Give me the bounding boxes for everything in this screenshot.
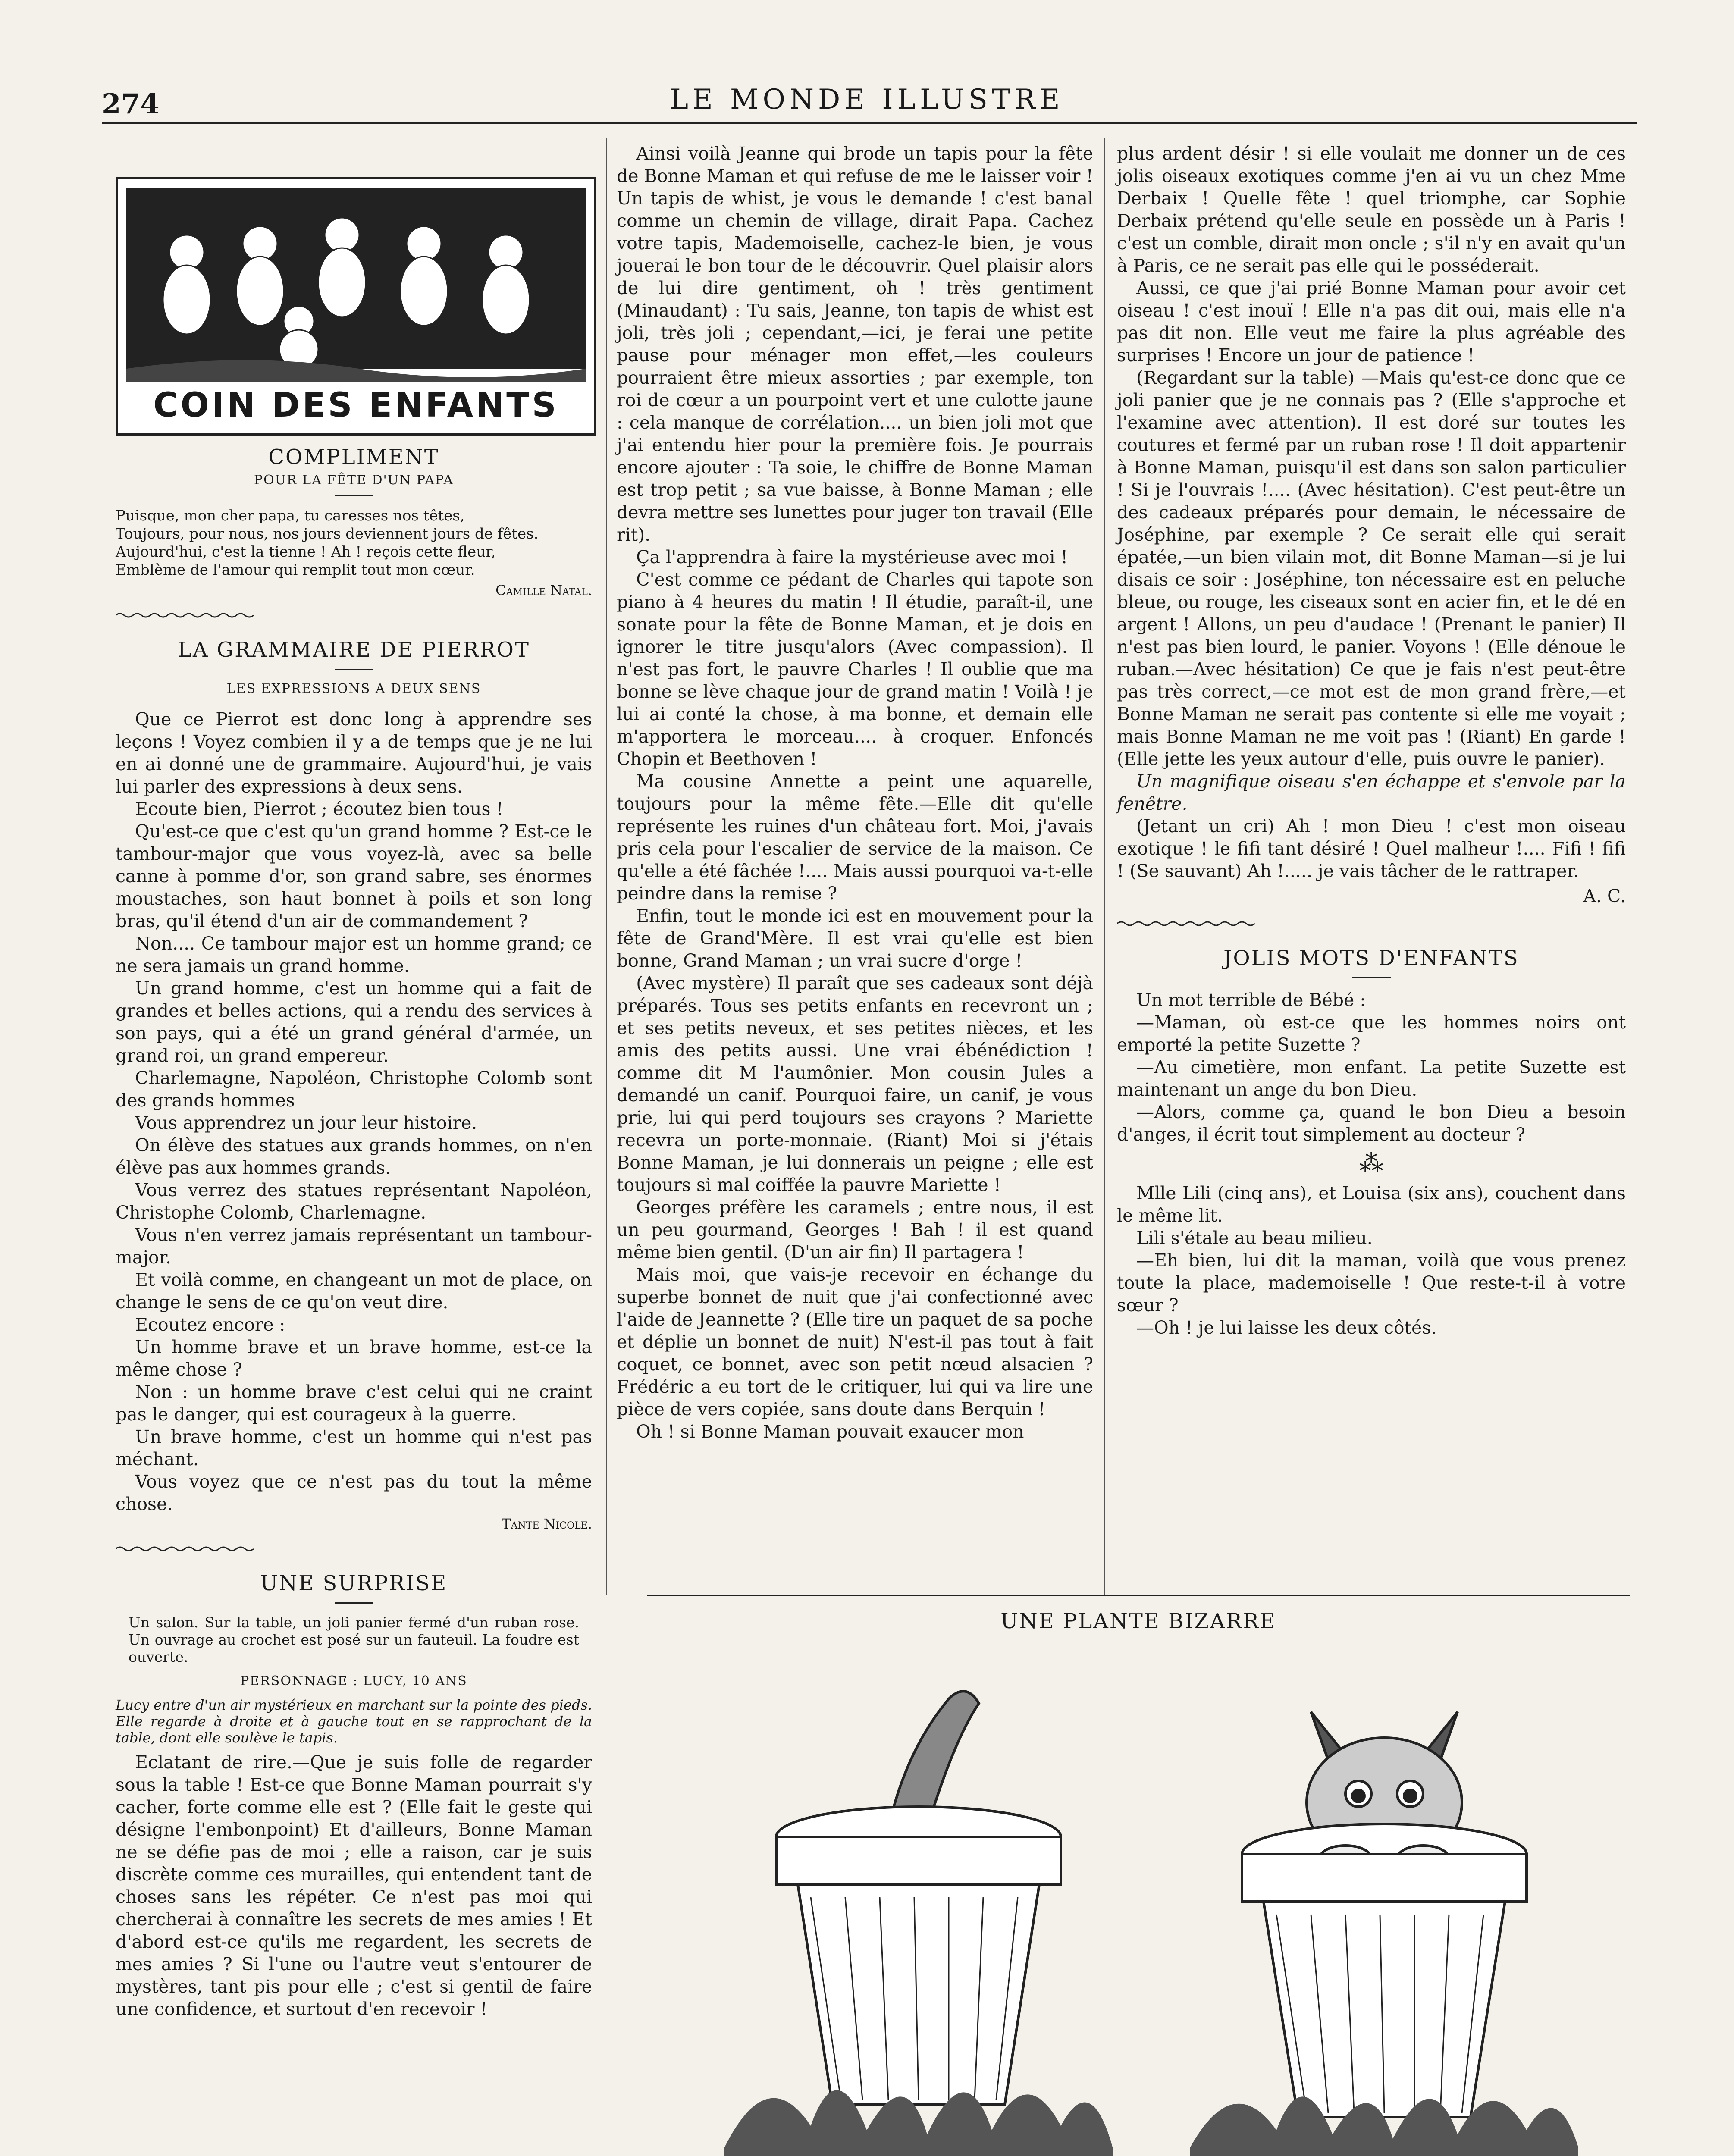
paragraph: —Alors, comme ça, quand le bon Dieu a besoin d'anges, il écrit tout simplement au docteur ?	[1117, 1102, 1626, 1145]
column-rule-1	[606, 138, 607, 1595]
pot-with-kitten-illustration	[1190, 1673, 1578, 2156]
paragraph: Non : un homme brave c'est celui qui ne craint pas le danger, qui est courageux à la guerre.	[116, 1382, 592, 1425]
surprise-stage-direction: Lucy entre d'un air mystérieux en marchant sur la pointe des pieds. Elle regarde à droite et à gauche tout en se rapprochant de la table, dont elle soulève le tapis.	[116, 1697, 592, 1746]
grammaire-title: LA GRAMMAIRE DE PIERROT	[177, 638, 530, 662]
paragraph: Un homme brave et un brave homme, est-ce la même chose ?	[116, 1337, 592, 1380]
grammaire-subtitle: LES EXPRESSIONS A DEUX SENS	[226, 681, 481, 696]
paragraph: Mlle Lili (cinq ans), et Louisa (six ans), couchent dans le même lit.	[1117, 1183, 1626, 1226]
paragraph: Aussi, ce que j'ai prié Bonne Maman pour avoir cet oiseau ! c'est inouï ! Elle n'a pas dit oui, mais elle n'a pas dit non. Elle veut me faire la plus agréable des surprises ! Encore un jour de patience !	[1117, 278, 1626, 366]
paragraph: Lili s'étale au beau milieu.	[1136, 1228, 1373, 1248]
journal-title: LE MONDE ILLUSTRE	[670, 84, 1064, 116]
paragraph: On élève des statues aux grands hommes, on n'en élève pas aux hommes grands.	[116, 1135, 592, 1178]
vignette-caption: COIN DES ENFANTS	[153, 386, 559, 425]
paragraph: Ma cousine Annette a peint une aquarelle, toujours pour la même fête.—Elle dit qu'elle représente les ruines d'un château fort. Moi, j'avais pris cela pour l'escalier de service de la maison. Ce qu'elle a été fâchée !.... Mais aussi pourquoi va-t-elle peindre dans la remise ?	[617, 771, 1093, 904]
poem-line: Aujourd'hui, c'est la tienne ! Ah ! reçois cette fleur,	[116, 543, 496, 561]
poem-line: Toujours, pour nous, nos jours deviennent jours de fêtes.	[116, 525, 539, 542]
ornament-divider	[116, 1545, 258, 1552]
section-rule	[335, 1602, 373, 1604]
paragraph: plus ardent désir ! si elle voulait me donner un de ces jolis oiseaux exotiques comme j'en ai vu un chez Mme Derbaix ! Quelle fête ! quel triomphe, car Sophie Derbaix prétend qu'elle seule en possède un à Paris ! c'est un comble, dirait mon oncle ; s'il n'y en avait qu'un à Paris, ce ne serait pas elle qui le posséderait.	[1117, 143, 1626, 276]
paragraph: Et voilà comme, en changeant un mot de place, on change le sens de ce qu'on veut dire.	[116, 1269, 592, 1313]
column-rule-2	[1104, 138, 1105, 1595]
stage-direction: Un magnifique oiseau s'en échappe et s'envole par la fenêtre.	[1117, 771, 1626, 814]
paragraph: Mais moi, que vais-je recevoir en échange du superbe bonnet de nuit que j'ai confectionné avec l'aide de Jeannette ? (Elle tire un paquet de sa poche et déplie un bonnet de nuit) N'est-il pas tout à fait coquet, ce bonnet, avec son petit nœud alsacien ? Frédéric a eu tort de le critiquer, lui qui va lire une pièce de vers copiée, sans doute dans Berquin !	[617, 1264, 1093, 1420]
poem-line: Puisque, mon cher papa, tu caresses nos têtes,	[116, 507, 465, 524]
header-rule	[102, 122, 1637, 124]
section-rule	[335, 669, 373, 670]
compliment-title: COMPLIMENT	[268, 445, 439, 469]
paragraph: Oh ! si Bonne Maman pouvait exaucer mon	[636, 1421, 1024, 1442]
plante-title: UNE PLANTE BIZARRE	[1000, 1609, 1276, 1633]
pot-with-tail-illustration	[724, 1673, 1113, 2156]
surprise-title: UNE SURPRISE	[260, 1571, 448, 1595]
poem-line: Emblème de l'amour qui remplit tout mon cœur.	[116, 561, 475, 579]
paragraph: Vous apprendrez un jour leur histoire.	[135, 1112, 477, 1133]
column-2	[617, 142, 1093, 1443]
compliment-author: Camille Natal.	[495, 582, 592, 599]
grammaire-author: Tante Nicole.	[502, 1516, 592, 1532]
paragraph: (Avec mystère) Il paraît que ses cadeaux sont déjà préparés. Tous ses petits enfants en recevront un ; et ses petits neveux, et ses petites nièces, et les amis des petits aussi. Une vrai ébénédiction ! comme dit M l'aumônier. Mon cousin Jules a demandé un canif. Pourquoi faire, un canif, je vous prie, lui qui perd toujours ses crayons ? Mariette recevra un porte-monnaie. (Riant) Moi si j'étais Bonne Maman, je lui donnerais un peigne ; elle est toujours si mal coiffée la pauvre Mariette !	[617, 973, 1093, 1195]
column-1	[116, 444, 592, 2020]
ornament-divider	[1117, 920, 1259, 927]
paragraph: C'est comme ce pédant de Charles qui tapote son piano à 4 heures du matin ! Il étudie, paraît-il, une sonate pour la fête de Bonne Maman, et je dois en ignorer le titre jusqu'alors (Avec compassion). Il n'est pas fort, le pauvre Charles ! Il oublie que ma bonne se lève chaque jour de grand matin ! Voilà ! je lui ai conté la chose, à ma bonne, et demain elle m'apportera le morceau.... à croquer. Enfoncés Chopin et Beethoven !	[617, 569, 1093, 769]
paragraph: (Jetant un cri) Ah ! mon Dieu ! c'est mon oiseau exotique ! le fifi tant désiré ! Quel malheur !.... Fifi ! fifi ! (Se sauvant) Ah !..... je vais tâcher de le rattraper.	[1117, 816, 1626, 881]
coin-des-enfants-vignette	[116, 177, 596, 436]
paragraph: Un mot terrible de Bébé :	[1136, 990, 1366, 1010]
paragraph: Un grand homme, c'est un homme qui a fait de grandes et belles actions, qui a rendu des services à son pays, qui a été un grand général d'armée, un grand roi, un grand empereur.	[116, 978, 592, 1066]
plante-header	[647, 1608, 1630, 1634]
asterism: ⁂	[1359, 1150, 1383, 1178]
paragraph: Vous verrez des statues représentant Napoléon, Christophe Colomb, Charlemagne.	[116, 1180, 592, 1223]
paragraph: Vous n'en verrez jamais représentant un tambour-major.	[116, 1225, 592, 1268]
compliment-subtitle: POUR LA FÊTE D'UN PAPA	[254, 473, 454, 488]
surprise-author: A. C.	[1583, 886, 1626, 906]
paragraph: —Eh bien, lui dit la maman, voilà que vous prenez toute la place, mademoiselle ! Que reste-t-il à votre sœur ?	[1117, 1250, 1626, 1316]
paragraph: Vous voyez que ce n'est pas du tout la même chose.	[116, 1471, 592, 1514]
paragraph: Non.... Ce tambour major est un homme grand; ce ne sera jamais un grand homme.	[116, 933, 592, 976]
section-rule	[1352, 977, 1391, 978]
ornament-divider	[116, 612, 258, 619]
jolis-mots-title: JOLIS MOTS D'ENFANTS	[1223, 946, 1519, 970]
paragraph: —Au cimetière, mon enfant. La petite Suzette est maintenant un ange du bon Dieu.	[1117, 1057, 1626, 1100]
paragraph: —Oh ! je lui laisse les deux côtés.	[1136, 1317, 1437, 1338]
paragraph: Charlemagne, Napoléon, Christophe Colomb sont des grands hommes	[116, 1068, 592, 1111]
paragraph: (Regardant sur la table) —Mais qu'est-ce donc que ce joli panier que je ne connais pas ? (Elle s'approche et l'examine avec attention). Il est doré sur toutes les coutures et fermé par un ruban rose ! Il doit appartenir à Bonne Maman, puisqu'il est dans son salon particulier ! Si je l'ouvrais !.... (Avec hésitation). C'est peut-être un des cadeaux préparés pour demain, le nécessaire de Joséphine, par exemple ? Ce serait elle qui serait épatée,—un bien vilain mot, dit Bonne Maman—si je lui disais ce soir : Joséphine, ton nécessaire est en peluche bleue, ou rouge, les ciseaux sont en acier fin, et le dé en argent ! Allons, un peu d'audace ! (Prenant le panier) Il n'est pas bien lourd, le panier. Voyons ! (Elle dénoue le ruban.—Avec hésitation) Ce que je fais n'est peut-être pas très correct,—ce mot est de mon grand frère,—et Bonne Maman ne serait pas contente si elle me voyait ; mais Bonne Maman ne me voit pas ! (Riant) En garde ! (Elle jette les yeux autour d'elle, puis ouvre le panier).	[1117, 367, 1626, 769]
paragraph: Ça l'apprendra à faire la mystérieuse avec moi !	[636, 547, 1068, 567]
paragraph: —Maman, où est-ce que les hommes noirs ont emporté la petite Suzette ?	[1117, 1012, 1626, 1055]
paragraph: Ainsi voilà Jeanne qui brode un tapis pour la fête de Bonne Maman et qui refuse de me le laisser voir ! Un tapis de whist, je vous le demande ! c'est banal comme un chemin de village, dirait Papa. Cachez votre tapis, Mademoiselle, cachez-le bien, je vous jouerai le bon tour de le découvrir. Quel plaisir alors de lui dire gentiment, oh ! très gentiment (Minaudant) : Tu sais, Jeanne, ton tapis de whist est joli, très joli ; cependant,—ici, je ferai une petite pause pour ménager mon effet,—les couleurs pourraient être mieux assorties ; par exemple, ton roi de cœur a un pourpoint vert et une culotte jaune : cela manque de corrélation.... un bien joli mot que j'ai entendu hier pour la première fois. Je pourrais encore ajouter : Ta soie, le chiffre de Bonne Maman est trop petit ; sa vue baisse, à Bonne Maman ; elle devra mettre ses lunettes pour juger ton travail (Elle rit).	[617, 143, 1093, 545]
paragraph: Un brave homme, c'est un homme qui n'est pas méchant.	[116, 1426, 592, 1470]
compliment-poem	[116, 507, 592, 579]
paragraph: Ecoutez encore :	[135, 1314, 285, 1335]
section-rule	[335, 495, 373, 496]
surprise-personnage: PERSONNAGE : LUCY, 10 ANS	[240, 1673, 467, 1689]
column-3	[1117, 142, 1626, 1339]
surprise-setting: Un salon. Sur la table, un joli panier fermé d'un ruban rose. Un ouvrage au crochet est posé sur un fauteuil. La foudre est ouverte.	[129, 1614, 579, 1665]
paragraph: Ecoute bien, Pierrot ; écoutez bien tous !	[135, 799, 504, 819]
paragraph: Enfin, tout le monde ici est en mouvement pour la fête de Grand'Mère. Il est vrai qu'elle est bien bonne, Grand Maman ; un vrai sucre d'orge !	[617, 906, 1093, 971]
page-number: 274	[102, 88, 160, 120]
paragraph: Qu'est-ce que c'est qu'un grand homme ? Est-ce le tambour-major que vous voyez-là, avec sa belle canne à pomme d'or, son grand sabre, ses énormes moustaches, son haut bonnet à poils et son long bras, qu'il étend d'un air de commandement ?	[116, 821, 592, 931]
section-top-rule	[647, 1595, 1630, 1596]
paragraph: Georges préfère les caramels ; entre nous, il est un peu gourmand, Georges ! Bah ! il est quand même bien gentil. (D'un air fin) Il partagera !	[617, 1197, 1093, 1263]
paragraph: Que ce Pierrot est donc long à apprendre ses leçons ! Voyez combien il y a de temps que je ne lui en ai donné une de grammaire. Aujourd'hui, je vais lui parler des expressions à deux sens.	[116, 709, 592, 797]
paragraph: Eclatant de rire.—Que je suis folle de regarder sous la table ! Est-ce que Bonne Maman pourrait s'y cacher, forte comme elle est ? (Elle fait le geste qui désigne l'embonpoint) Et d'ailleurs, Bonne Maman ne se défie pas de moi ; elle a raison, car je suis discrète comme ces murailles, qui entendent tant de choses sans les répéter. Ce n'est pas moi qui chercherai à connaître les secrets de mes amies ! Et d'abord est-ce qu'ils me regardent, les secrets de mes amies ? Si l'une ou l'autre veut s'entourer de mystères, tant pis pour elle ; c'est si gentil de faire une confidence, et surtout d'en recevoir !	[116, 1752, 592, 2019]
